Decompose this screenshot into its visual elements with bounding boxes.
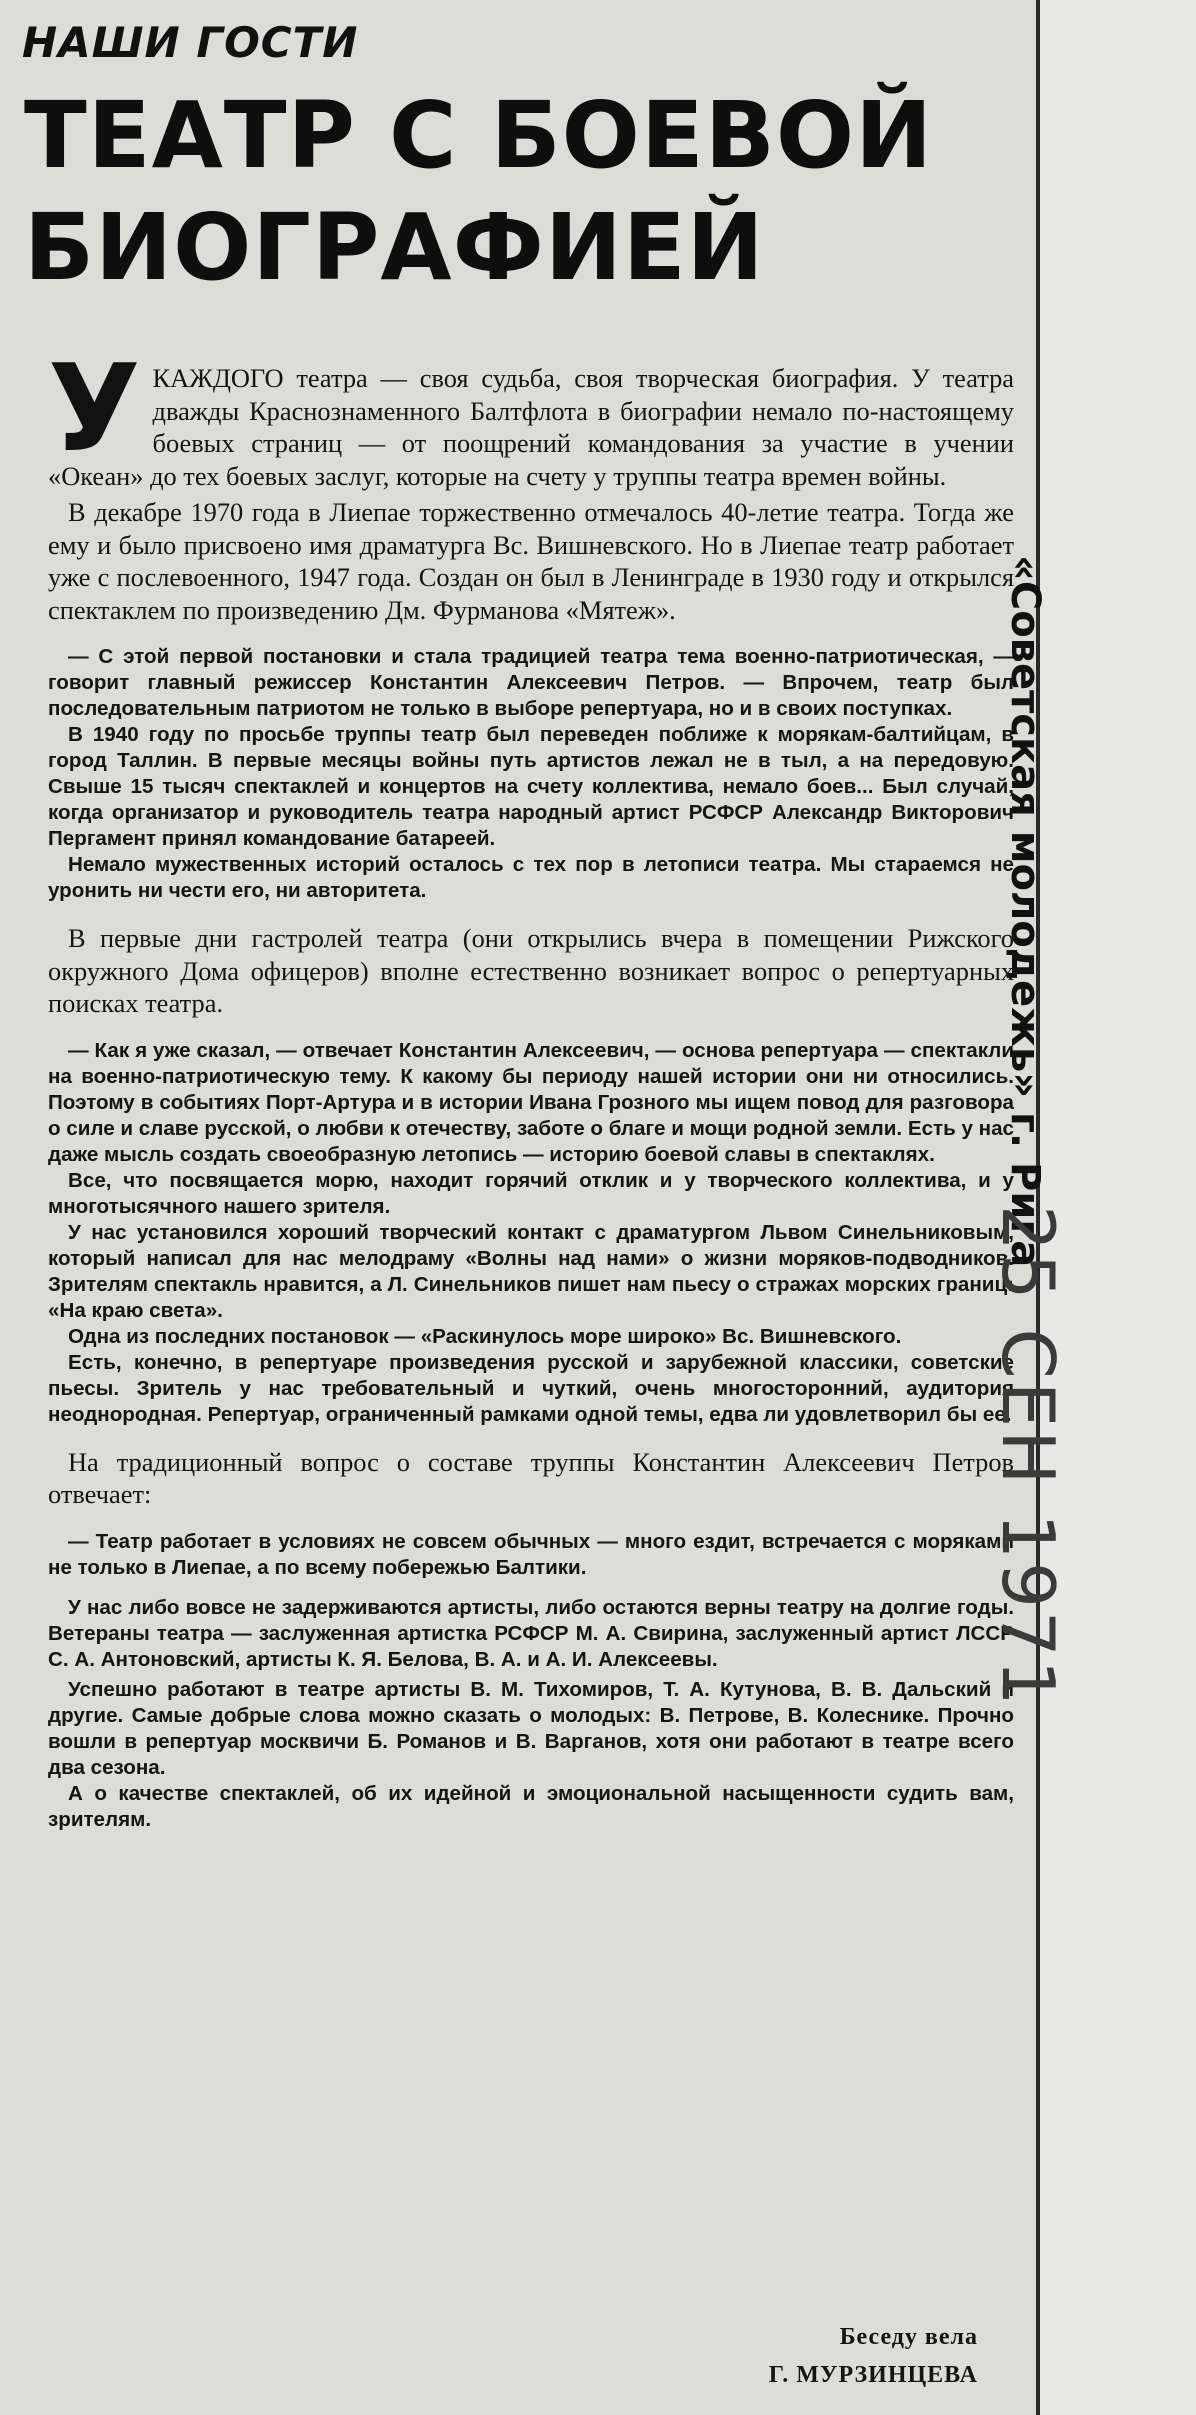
quote-paragraph: У нас установился хороший творческий контакт с драматургом Львом Синельниковым, который написал для нас мелодраму «Волны над нами» о жизни моряков-подводников. Зрителям спектакль нравится, а Л. Синельников пишет нам пьесу о стражах морских границ: «На краю света».	[48, 1220, 1014, 1322]
headline: ТЕАТР С БОЕВОЙ БИОГРАФИЕЙ	[24, 82, 934, 301]
quote-paragraph: Одна из последних постановок — «Раскинулось море широко» Вс. Вишневского.	[68, 1324, 902, 1348]
quote-paragraph: У нас либо вовсе не задерживаются артисты, либо остаются верны театру на долгие годы. Ветераны театра — заслуженная артистка РСФСР М. А. Свирина, заслуженный артист ЛССР С. А. Антоновский, артисты К. Я. Белова, В. А. и А. И. Алексеевы.	[48, 1595, 1014, 1671]
byline	[769, 2318, 978, 2394]
intro-paragraph: КАЖДОГО театра — своя судьба, своя творческая биография. У театра дважды Краснознаменного Балтфлота в биографии немало по-настоящему боевых страниц — от поощрений командования за участие в учении «Океан» до тех боевых заслуг, которые на счету у труппы театра времен войны.	[48, 363, 1014, 491]
quote-paragraph: — Театр работает в условиях не совсем обычных — много ездит, встречается с моряками не только в Лиепае, а по всему побережью Балтики.	[48, 1529, 1014, 1579]
quote-paragraph: Все, что посвящается морю, находит горячий отклик и у творческого коллектива, и у многотысячного нашего зрителя.	[48, 1168, 1014, 1218]
paragraph: На традиционный вопрос о составе труппы Константин Алексеевич Петров отвечает:	[48, 1446, 1014, 1509]
byline-intro: Беседу вела	[839, 2324, 978, 2350]
quote-paragraph: Немало мужественных историй осталось с тех пор в летописи театра. Мы стараемся не уронить ни чести его, ни авторитета.	[48, 853, 1014, 902]
quote-paragraph: — С этой первой постановки и стала традицией театра тема военно-патриотическая, — говорит главный режиссер Константин Алексеевич Петров. — Впрочем, театр был последовательным патриотом не только в выборе репертуара, но и в своих поступках.	[48, 645, 1014, 720]
paragraph: В декабре 1970 года в Лиепае торжественно отмечалось 40-летие театра. Тогда же ему и было присвоено имя драматурга Вс. Вишневского. Но в Лиепае театр работает уже с послевоенного, 1947 года. Создан он был в Ленинграде в 1930 году и открылся спектаклем по произведению Дм. Фурманова «Мятеж».	[48, 497, 1014, 625]
newspaper-source-note: «Советская молодежь» г. Рига	[1002, 555, 1048, 1268]
rubric-label: НАШИ ГОСТИ	[22, 18, 359, 67]
quote-paragraph: В 1940 году по просьбе труппы театр был переведен поближе к морякам-балтийцам, в город Таллин. В первые месяцы войны путь артистов лежал не в тыл, а на передовую. Свыше 15 тысяч спектаклей и концертов на счету коллектива, немало боев... Был случай, когда организатор и руководитель театра народный артист РСФСР Александр Викторович Пергамент принял командование батареей.	[48, 723, 1014, 850]
date-stamp: 25 СЕН 1971	[986, 1205, 1070, 1709]
quote-paragraph: Есть, конечно, в репертуаре произведения русской и зарубежной классики, советские пьесы. Зритель у нас требовательный и чуткий, очень многосторонний, аудитория неоднородная. Репертуар, ограниченный рамками одной темы, едва ли удовлетворил бы ее.	[48, 1350, 1014, 1426]
quote-paragraph: — Как я уже сказал, — отвечает Константин Алексеевич, — основа репертуара — спектакли на военно-патриотическую тему. К какому бы периоду нашей истории они ни относились. Поэтому в событиях Порт-Артура и в истории Ивана Грозного мы ищем повод для разговора о силе и славе русской, о любви к отечеству, заботе о благе и мощи родной земли. Есть у нас даже мысль создать своеобразную летопись — историю боевой славы в спектаклях.	[48, 1038, 1015, 1166]
drop-cap: У	[48, 340, 141, 479]
byline-author: Г. МУРЗИНЦЕВА	[768, 2362, 978, 2388]
article-body	[48, 340, 1015, 1833]
quote-paragraph: Успешно работают в театре артисты В. М. Тихомиров, Т. А. Кутунова, В. В. Дальский и другие. Самые добрые слова можно сказать о молодых: В. Петрове, В. Колеснике. Прочно вошли в репертуар москвичи Б. Романов и В. Варганов, хотя они работают в театре всего два сезона.	[48, 1677, 1014, 1779]
quote-paragraph: А о качестве спектаклей, об их идейной и эмоциональной насыщенности судить вам, зрителям.	[48, 1781, 1014, 1831]
paragraph: В первые дни гастролей театра (они открылись вчера в помещении Рижского окружного Дома офицеров) вполне естественно возникает вопрос о репертуарных поисках театра.	[48, 923, 1014, 1018]
